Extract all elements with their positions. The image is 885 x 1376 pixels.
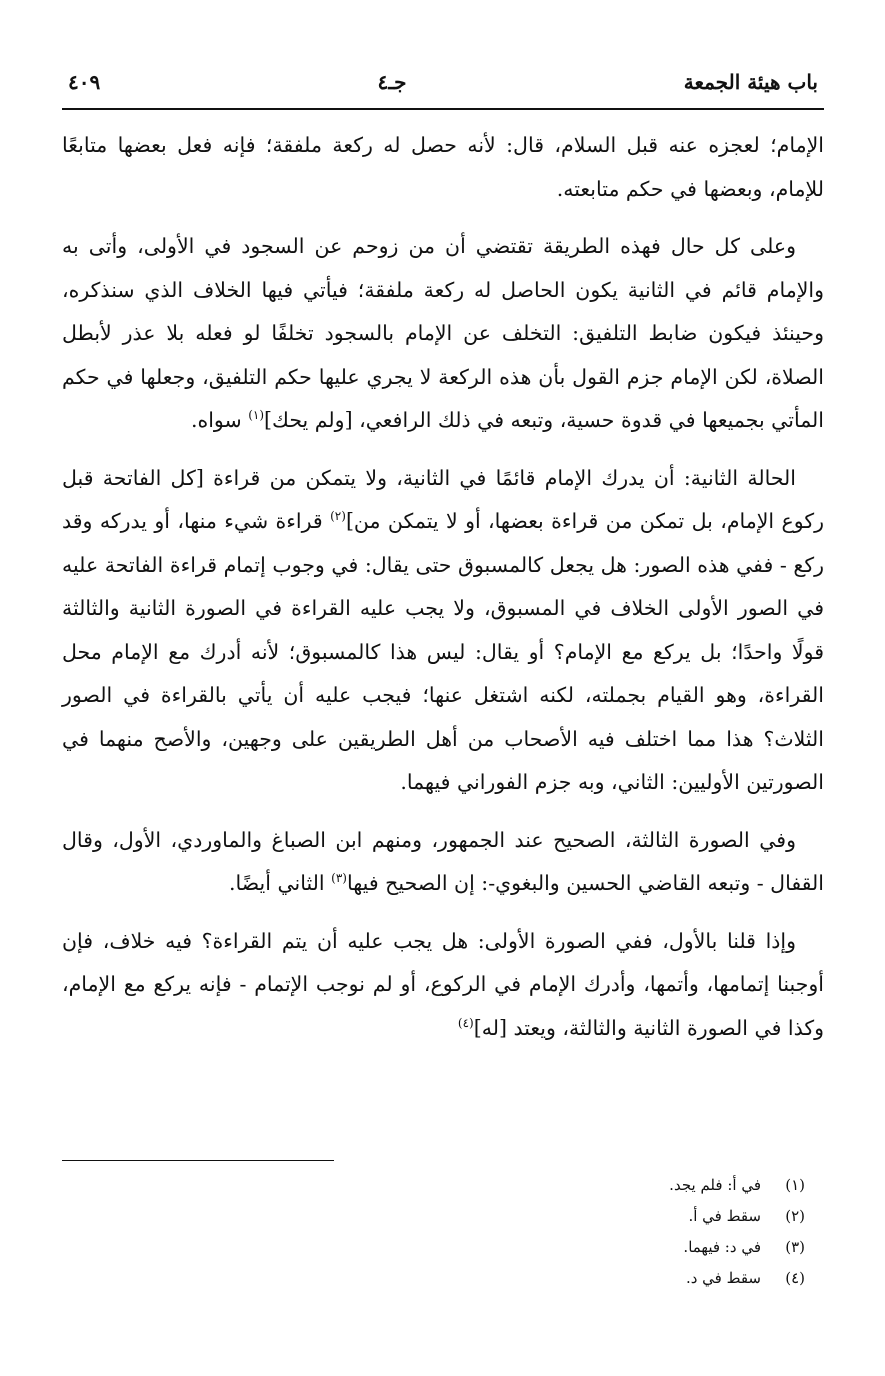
footnote-separator: [62, 1160, 334, 1161]
paragraph: [62, 124, 824, 211]
footnote: [61, 1170, 823, 1201]
footnote-text: سقط في أ.: [688, 1207, 761, 1225]
paragraph: [62, 457, 824, 805]
running-header: [62, 70, 824, 108]
footnotes: [61, 1170, 823, 1294]
paragraph-text: وإذا قلنا بالأول، ففي الصورة الأولى: هل يجب عليه أن يتم القراءة؟ فيه خلاف، فإن أوجبنا إتمامها، وأتمها، وأدرك الإمام في الركوع، أو لم نوجب الإتمام - فإنه يركع مع الإمام، وكذا في الصورة الثانية والثالثة، ويعتد [له]: [62, 928, 824, 1040]
paragraph-text: الحالة الثانية: أن يدرك الإمام قائمًا في الثانية، ولا يتمكن من قراءة [كل الفاتحة قبل ركوع الإمام، بل تمكن من قراءة بعضها، أو لا يتمكن من]: [62, 465, 824, 533]
volume-label: جـ٤: [377, 70, 407, 94]
footnote-number: (٢): [785, 1207, 805, 1225]
paragraph-text-after: سواه.: [190, 408, 249, 432]
page: [62, 70, 824, 1064]
footnote-text: سقط في د.: [685, 1269, 761, 1287]
paragraph: [62, 225, 824, 443]
footnote-number: (١): [785, 1176, 805, 1194]
paragraph: [62, 920, 824, 1051]
paragraph-text: وعلى كل حال فهذه الطريقة تقتضي أن من زوحم عن السجود في الأولى، وأتى به والإمام قائم في الثانية يكون الحاصل له ركعة ملفقة؛ فيأتي فيها الخلاف الذي سنذكره، وحينئذ فيكون ضابط التلفيق: التخلف عن الإمام بالسجود تخلفًا لو فعله بلا عذر لأبطل الصلاة، لكن الإمام جزم القول بأن هذه الركعة لا يجري عليها حكم التلفيق، وجعلها في حكم المأتي بجميعها في قدوة حسية، وتبعه في ذلك الرافعي، [ولم يحك]: [62, 234, 824, 432]
page-number: ٤٠٩: [68, 70, 101, 94]
footnote-ref[interactable]: (٤): [457, 1015, 474, 1030]
paragraph-text: وفي الصورة الثالثة، الصحيح عند الجمهور، ومنهم ابن الصباغ والماوردي، الأول، وقال القفال - وتبعه القاضي الحسين والبغوي-: إن الصحيح فيها: [62, 827, 824, 895]
paragraph-text-after: الثاني أيضًا.: [228, 871, 332, 895]
footnote-text: في د: فيهما.: [683, 1238, 761, 1256]
paragraph-text-after: قراءة شيء منها، أو يدركه وقد ركع - ففي هذه الصور: هل يجعل كالمسبوق حتى يقال: في وجوب إتمام قراءة الفاتحة عليه في الصور الأولى الخلاف في المسبوق، ولا يجب عليه القراءة في الصورة الثانية والثالثة قولًا واحدًا؛ بل يركع مع الإمام؟ أو يقال: ليس هذا كالمسبوق؛ لأنه أدرك مع الإمام محل القراءة، وهو القيام بجملته، لكنه اشتغل عنها؛ فيجب عليه أن يأتي بالقراءة في الصور الثلاث؟ هذا مما اختلف فيه الأصحاب من أهل الطريقين على وجهين، والأصح منهما في الصورتين الأوليين: الثاني، وبه جزم الفوراني فيهما.: [62, 509, 824, 794]
chapter-title: باب هيئة الجمعة: [683, 70, 818, 94]
footnote-ref[interactable]: (٣): [331, 871, 347, 886]
footnote-text: في أ: فلم يجد.: [669, 1176, 761, 1194]
footnote: [61, 1201, 823, 1232]
footnote: [61, 1232, 823, 1263]
footnote: [61, 1263, 823, 1294]
main-text: [62, 110, 824, 1050]
footnote-number: (٣): [785, 1238, 805, 1256]
footnote-ref[interactable]: (٢): [330, 509, 346, 524]
paragraph: [62, 819, 824, 906]
paragraph-text: الإمام؛ لعجزه عنه قبل السلام، قال: لأنه حصل له ركعة ملفقة؛ فإنه فعل بعضها متابعًا للإمام، وبعضها في حكم متابعته.: [62, 133, 824, 201]
footnote-number: (٤): [785, 1269, 805, 1287]
footnote-ref[interactable]: (١): [248, 408, 265, 423]
